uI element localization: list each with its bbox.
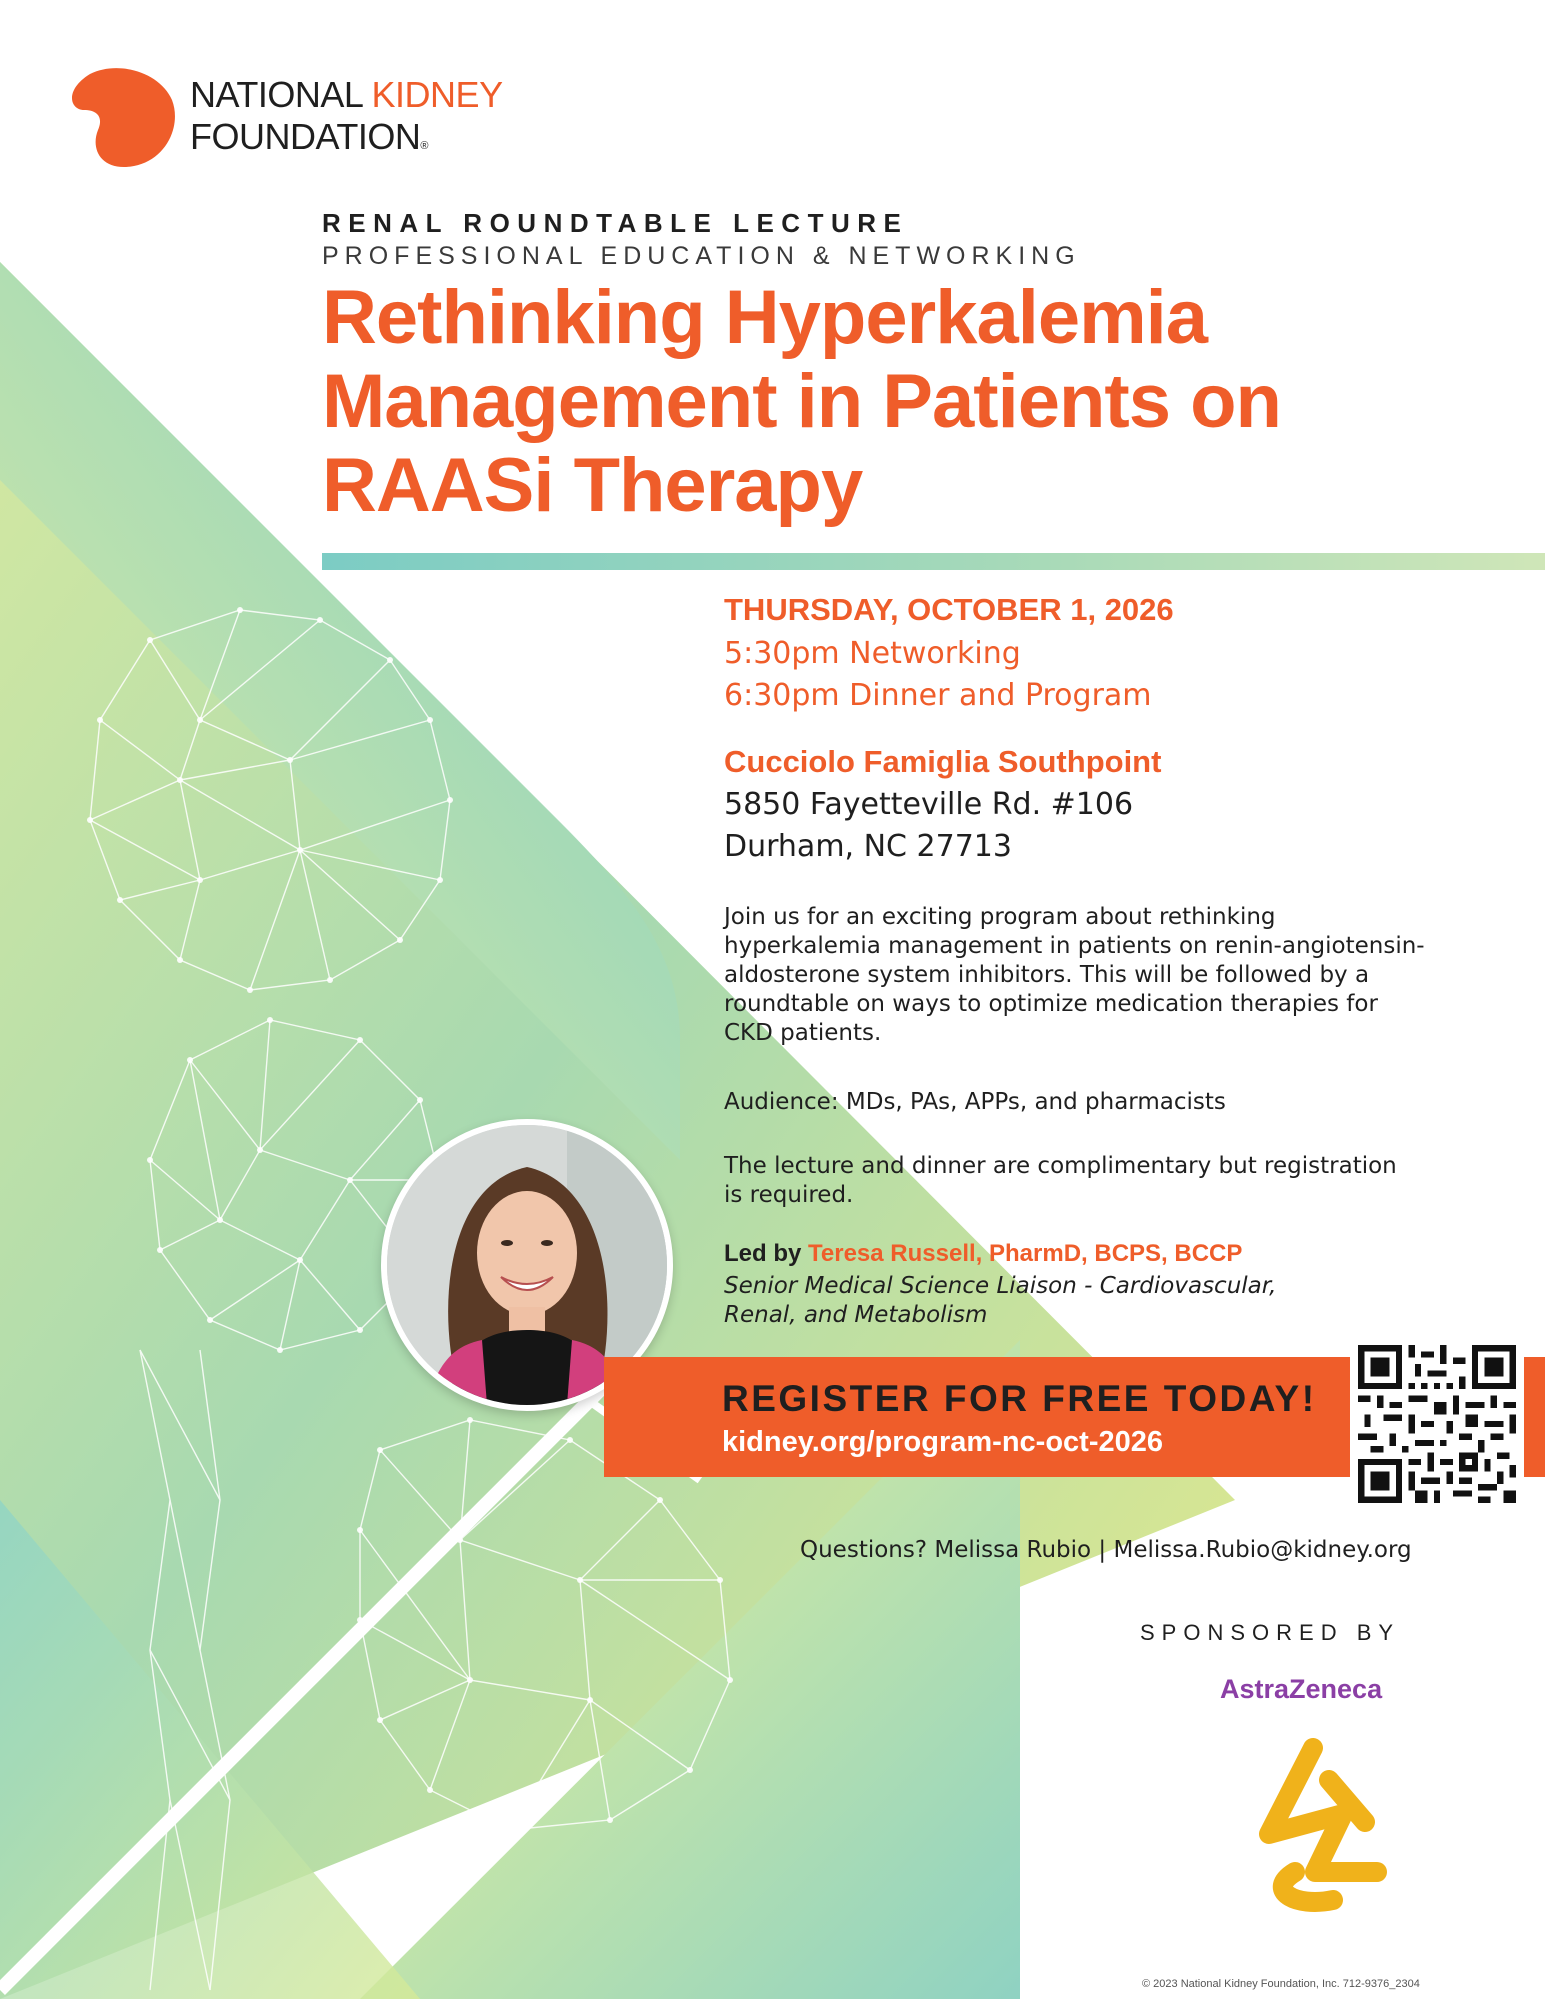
sponsor-name: AstraZeneca — [1220, 1674, 1383, 1704]
logo-word-foundation: FOUNDATION — [190, 116, 421, 157]
role-line: Renal, and Metabolism — [724, 1302, 988, 1328]
venue-name: Cucciolo Famiglia Southpoint — [724, 744, 1162, 779]
qr-code[interactable] — [1350, 1337, 1524, 1511]
copyright-notice: © 2023 National Kidney Foundation, Inc. 712-9376_2304 — [1142, 1978, 1420, 1990]
contact-info[interactable]: Questions? Melissa Rubio | Melissa.Rubio@kidney.org — [800, 1537, 1412, 1563]
description-line: aldosterone system inhibitors. This will be followed by a — [724, 962, 1370, 988]
led-by-label: Led by — [724, 1240, 802, 1267]
description-line: CKD patients. — [724, 1020, 882, 1046]
registered-mark: ® — [420, 140, 428, 152]
event-time-networking: 5:30pm Networking — [724, 636, 1021, 671]
title-line: Rethinking Hyperkalemia — [322, 275, 1208, 360]
program-description — [724, 903, 1524, 1048]
role-line: Senior Medical Science Liaison - Cardiovascular, — [724, 1273, 1277, 1299]
logo-wordmark — [190, 74, 503, 167]
registration-note — [724, 1152, 1524, 1210]
qr-code-pattern — [1358, 1345, 1516, 1503]
speaker-credit — [724, 1240, 1242, 1268]
note-line: The lecture and dinner are complimentary but registration — [724, 1153, 1397, 1179]
event-subtitle: PROFESSIONAL EDUCATION & NETWORKING — [322, 242, 1081, 270]
sponsored-by-label: SPONSORED BY — [1140, 1620, 1401, 1645]
description-line: Join us for an exciting program about rethinking — [724, 904, 1276, 930]
audience-text: Audience: MDs, PAs, APPs, and pharmacists — [724, 1089, 1226, 1115]
speaker-role — [724, 1272, 1524, 1330]
logo-word-kidney: KIDNEY — [371, 74, 503, 115]
nkf-logo-mark — [68, 64, 178, 168]
astrazeneca-logo-icon — [1225, 1722, 1405, 1922]
logo-word-national: NATIONAL — [190, 74, 363, 115]
title-divider — [322, 553, 1545, 570]
register-cta[interactable]: REGISTER FOR FREE TODAY! — [722, 1378, 1317, 1419]
description-line: roundtable on ways to optimize medication therapies for — [724, 991, 1378, 1017]
event-time-dinner: 6:30pm Dinner and Program — [724, 678, 1152, 713]
register-url-link[interactable]: kidney.org/program-nc-oct-2026 — [722, 1426, 1164, 1458]
event-date: THURSDAY, OCTOBER 1, 2026 — [724, 592, 1174, 627]
title-line: RAASi Therapy — [322, 443, 863, 528]
venue-address-city: Durham, NC 27713 — [724, 829, 1012, 864]
title-line: Management in Patients on — [322, 359, 1281, 444]
speaker-name: Teresa Russell, PharmD, BCPS, BCCP — [808, 1240, 1243, 1267]
note-line: is required. — [724, 1182, 854, 1208]
page-title — [322, 276, 1522, 528]
venue-address-street: 5850 Fayetteville Rd. #106 — [724, 787, 1134, 822]
event-series-label: RENAL ROUNDTABLE LECTURE — [322, 208, 909, 238]
description-line: hyperkalemia management in patients on renin-angiotensin- — [724, 933, 1425, 959]
